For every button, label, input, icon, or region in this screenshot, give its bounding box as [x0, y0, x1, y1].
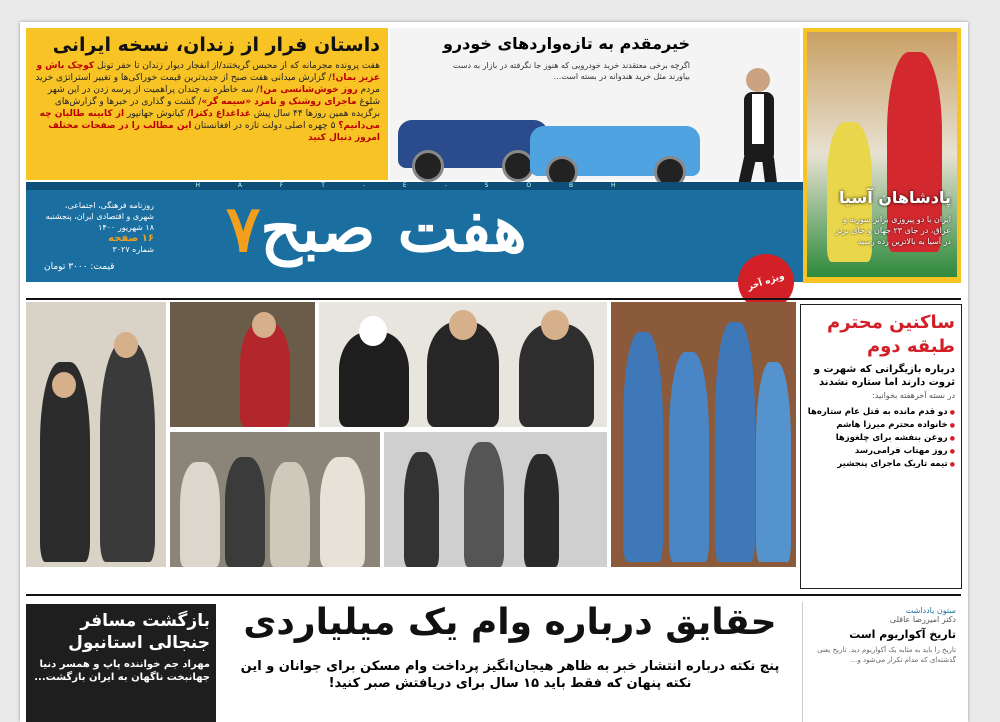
list-item[interactable]: ● دو قدم مانده به قتل عام ستاره‌ها [807, 406, 955, 419]
masthead [26, 182, 803, 282]
masthead-meta: روزنامه فرهنگی، اجتماعی، شهری و اقتصادی ایران، پنجشنبه ۱۸ شهریور ۱۴۰۰ ۱۶ صفحه شماره ۳۰۲۷ [45, 201, 154, 254]
list-item[interactable]: ● خانواده محترم میرزا هاشم [807, 419, 955, 432]
main-deck: پنج نکته درباره انتشار خبر به ظاهر هیجان‌انگیز پرداخت وام مسکن برای جوانان و این نکته پنهان که فقط باید ۱۵ سال برای دریافتش صبر کنید! [240, 659, 780, 691]
opinion-column[interactable] [802, 602, 962, 722]
newspaper-front-page [20, 22, 968, 722]
list-item[interactable]: ● تیمه تاریک ماجرای پنجشیر [807, 458, 955, 471]
story-title-line2: طبقه دوم [866, 336, 955, 357]
taliban-group-photo [170, 432, 380, 567]
sport-caption: ایران با دو پیروزی برابر سوریه و عراق، در جای ۲۳ جهان و جای برتر در آسیا به بالاترین رده رسید [835, 215, 951, 246]
vintage-photo-left [26, 302, 166, 567]
teaser-text: هفت پرونده مجرمانه که از محبس گریختند/از انفجار دیوار زندان تا حفر تونل کوچک باش و عزیز بمان!/ گزارش میدانی هفت صبح از جدیدترین قیمت خوراکی‌ها و تغییر استراتژی خرید مردم روز خوش‌شانسی من!/ سه خاطره نه چندان پراهمیت از پرسه زدن در این شهر شلوغ ماجرای روشنک و نامزد «سیمه گر»/ گشت و گذاری در خبرها و گزارش‌های برگزیده همین روزها ۴۴ سال پیش غداغداغ دکترا/ کیانوش جهانپور از کابینه طالبان چه می‌دانیم؟ ۵ چهره اصلی دولت تازه در افغانستان این مطالب را در صفحات مختلف امروز دنبال کنید [35, 61, 380, 143]
story-items [807, 406, 955, 471]
film-scene-photo [170, 302, 315, 427]
price-label: قیمت: ۳۰۰۰ تومان [44, 262, 115, 272]
dark-blue-car-image [398, 120, 548, 168]
light-blue-car-image [530, 126, 700, 176]
actresses-photo [611, 302, 796, 567]
sport-title: پادشاهان آسیا [838, 188, 951, 207]
weekend-special-stamp: ویژه آخر [731, 247, 802, 318]
officials-photo [319, 302, 607, 427]
column-text: تاریخ را باید به مثابه یک آکواریوم دید. تاریخ یعنی گذشته‌ای که مدام تکرار می‌شود و... [817, 646, 956, 664]
car-teaser-text: اگرچه برخی معتقدند خرید خودرویی که هنوز جا نگرفته در بازار به دست بیاورند مثل خرید هندوانه در بسته است... [452, 61, 690, 81]
actors-story-box[interactable] [800, 304, 962, 589]
car-teaser-title: خیرمقدم به تازه‌واردهای خودرو [442, 34, 690, 53]
teaser-title: داستان فرار از زندان، نسخه ایرانی [52, 34, 380, 56]
column-tag: ستون یادداشت [905, 606, 956, 615]
traveler-story[interactable] [26, 604, 216, 722]
list-item[interactable]: ● روز مهتاب فرامی‌رسد [807, 445, 955, 458]
main-headline[interactable]: حقایق درباره وام یک میلیاردی [243, 602, 777, 643]
story-title-line1: ساکنین محترم [827, 312, 955, 333]
story-dek: درباره بازیگرانی که شهرت و ثروت دارند اما ستاره نشدند [813, 364, 955, 388]
car-feature-teaser[interactable] [390, 28, 800, 180]
column-author: دکتر امیررضا عاقلی [889, 615, 956, 624]
masthead-strip: H A F T - E - S O B H [26, 182, 803, 190]
story-intro: در نسته آخرهفته بخوانید: [872, 391, 955, 400]
historical-bw-photo [384, 432, 607, 567]
list-item[interactable]: ● روغن بنفشه برای چلغوزها [807, 432, 955, 445]
column-title: تاریخ آکواریوم است [849, 628, 956, 641]
newspaper-logo: هفت صبح۷ [226, 192, 527, 267]
traveler-dek: مهراد جم خواننده پاپ و همسر دنیا جهانبخت ناگهان به ایران بازگشت... [34, 659, 210, 683]
prison-escape-teaser[interactable] [26, 28, 388, 180]
traveler-title: بازگشت مسافر جنجالی استانبول [68, 611, 210, 653]
sport-teaser[interactable] [803, 28, 961, 283]
